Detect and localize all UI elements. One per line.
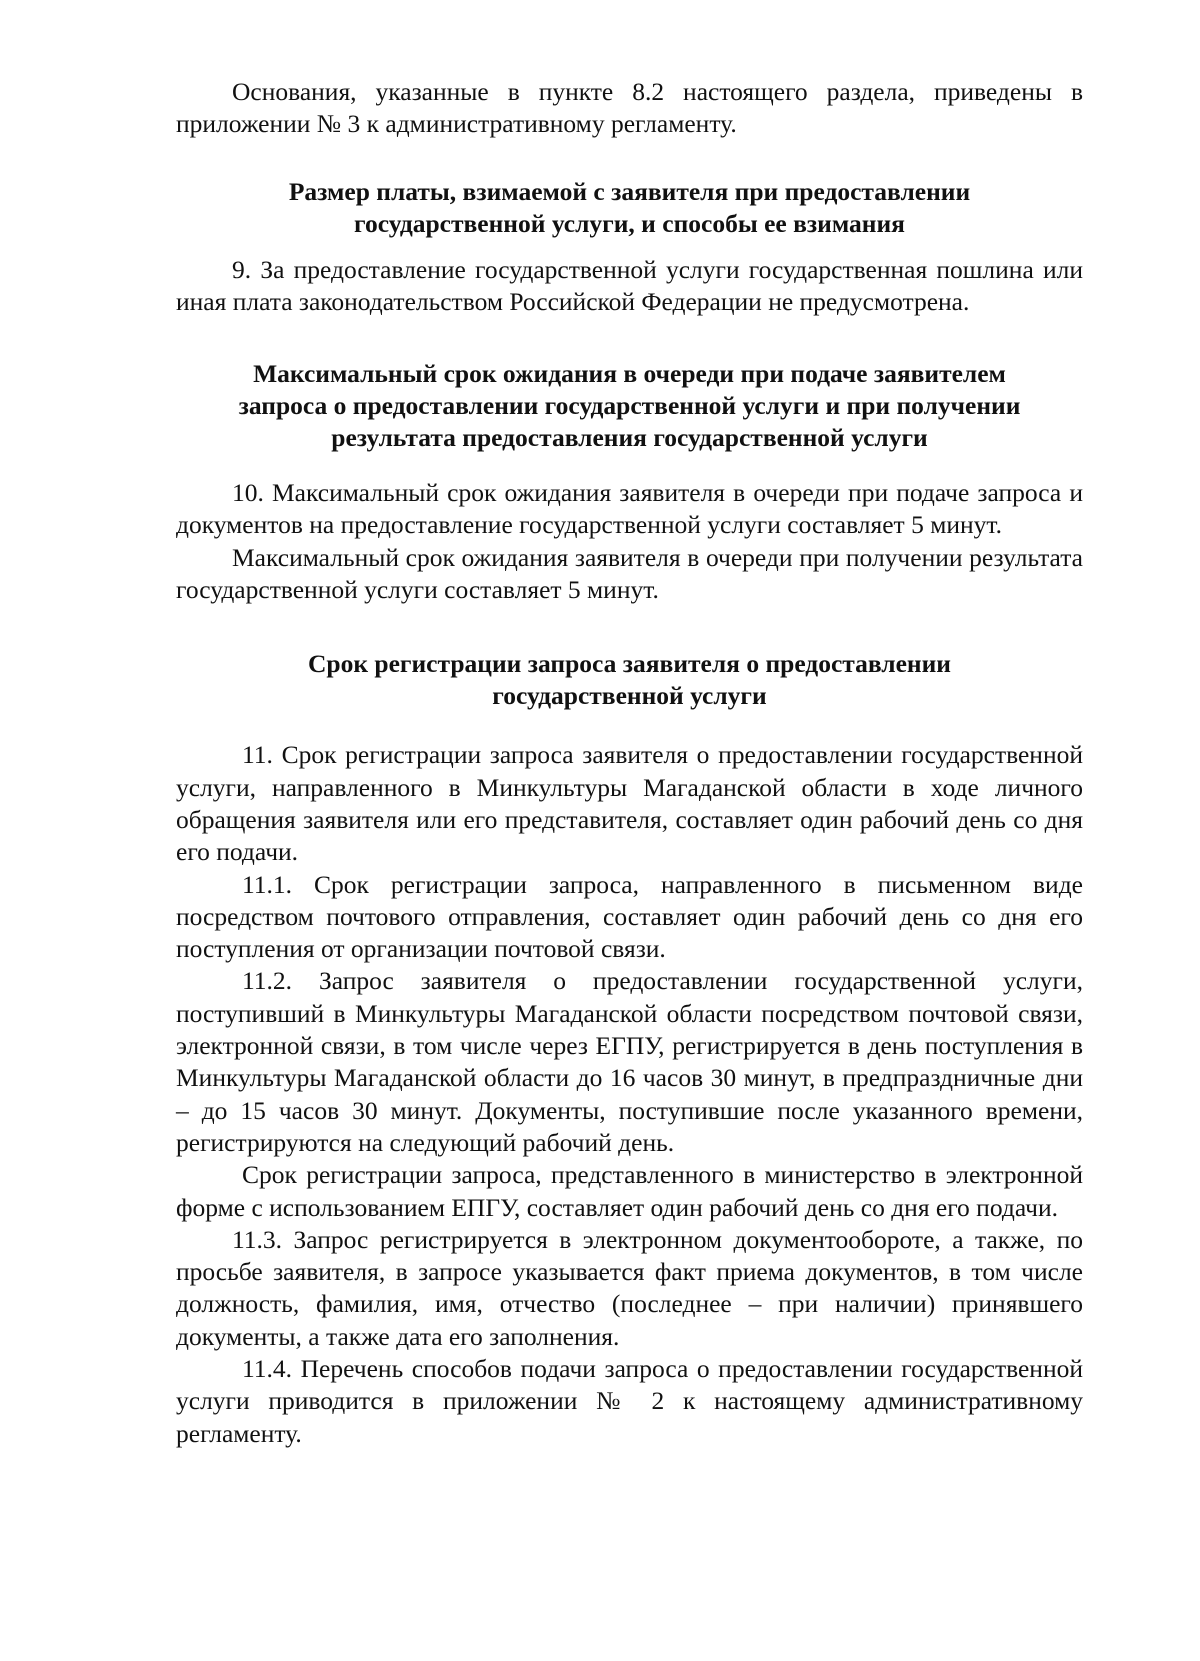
heading-registration (176, 648, 1083, 712)
heading-fee (176, 176, 1083, 240)
heading-fee-line-2: государственной услуги, и способы ее взимания (354, 208, 905, 238)
paragraph-11-1: 11.1. Срок регистрации запроса, направленного в письменном виде посредством почтового отправления, составляет один рабочий день со дня его поступления от организации почтовой связи. (176, 869, 1083, 964)
paragraph-11-4: 11.4. Перечень способов подачи запроса о предоставлении государственной услуги приводится в приложении № 2 к настоящему административному регламенту. (176, 1354, 1083, 1448)
heading-registration-line-1: Срок регистрации запроса заявителя о предоставлении (307, 649, 952, 679)
heading-queue (176, 358, 1083, 454)
paragraph-10-b: Максимальный срок ожидания заявителя в очереди при получении результата государственной услуги составляет 5 минут. (176, 542, 1083, 605)
paragraph-11-2-b: Срок регистрации запроса, представленного в министерство в электронной форме с использованием ЕПГУ, составляет один рабочий день со дня его подачи. (176, 1160, 1083, 1222)
document-page (176, 76, 1083, 1450)
heading-queue-line-2: запроса о предоставлении государственной услуги и при получении (238, 391, 1021, 421)
heading-registration-line-2: государственной услуги (492, 681, 767, 711)
heading-queue-line-3: результата предоставления государственной услуги (331, 423, 928, 453)
paragraph-11-2: 11.2. Запрос заявителя о предоставлении государственной услуги, поступивший в Минкультуры Магаданской области посредством почтовой связи, электронной связи, в том числе через ЕГПУ, регистрируется в день поступления в Минкультуры Магаданской области до 16 часов 30 минут, в предпраздничные дни – до 15 часов 30 минут. Документы, поступившие после указанного времени, регистрируются на следующий рабочий день. (176, 966, 1083, 1157)
paragraph-9: 9. За предоставление государственной услуги государственная пошлина или иная плата законодательством Российской Федерации не предусмотрена. (176, 254, 1083, 316)
paragraph-11-3: 11.3. Запрос регистрируется в электронном документообороте, а также, по просьбе заявителя, в запросе указывается факт приема документов, в том числе должность, фамилия, имя, отчество (последнее – при наличии) принявшего документы, а также дата его заполнения. (176, 1224, 1083, 1351)
paragraph-11: 11. Срок регистрации запроса заявителя о предоставлении государственной услуги, направленного в Минкультуры Магаданской области в ходе личного обращения заявителя или его представителя, составляет один рабочий день со дня его подачи. (176, 740, 1083, 867)
heading-fee-line-1: Размер платы, взимаемой с заявителя при предоставлении (288, 176, 971, 206)
paragraph-10: 10. Максимальный срок ожидания заявителя в очереди при подаче запроса и документов на предоставление государственной услуги составляет 5 минут. (176, 478, 1083, 540)
paragraph-8-2: Основания, указанные в пункте 8.2 настоящего раздела, приведены в приложении № 3 к административному регламенту. (176, 77, 1083, 139)
heading-queue-line-1: Максимальный срок ожидания в очереди при подаче заявителем (253, 359, 1006, 389)
